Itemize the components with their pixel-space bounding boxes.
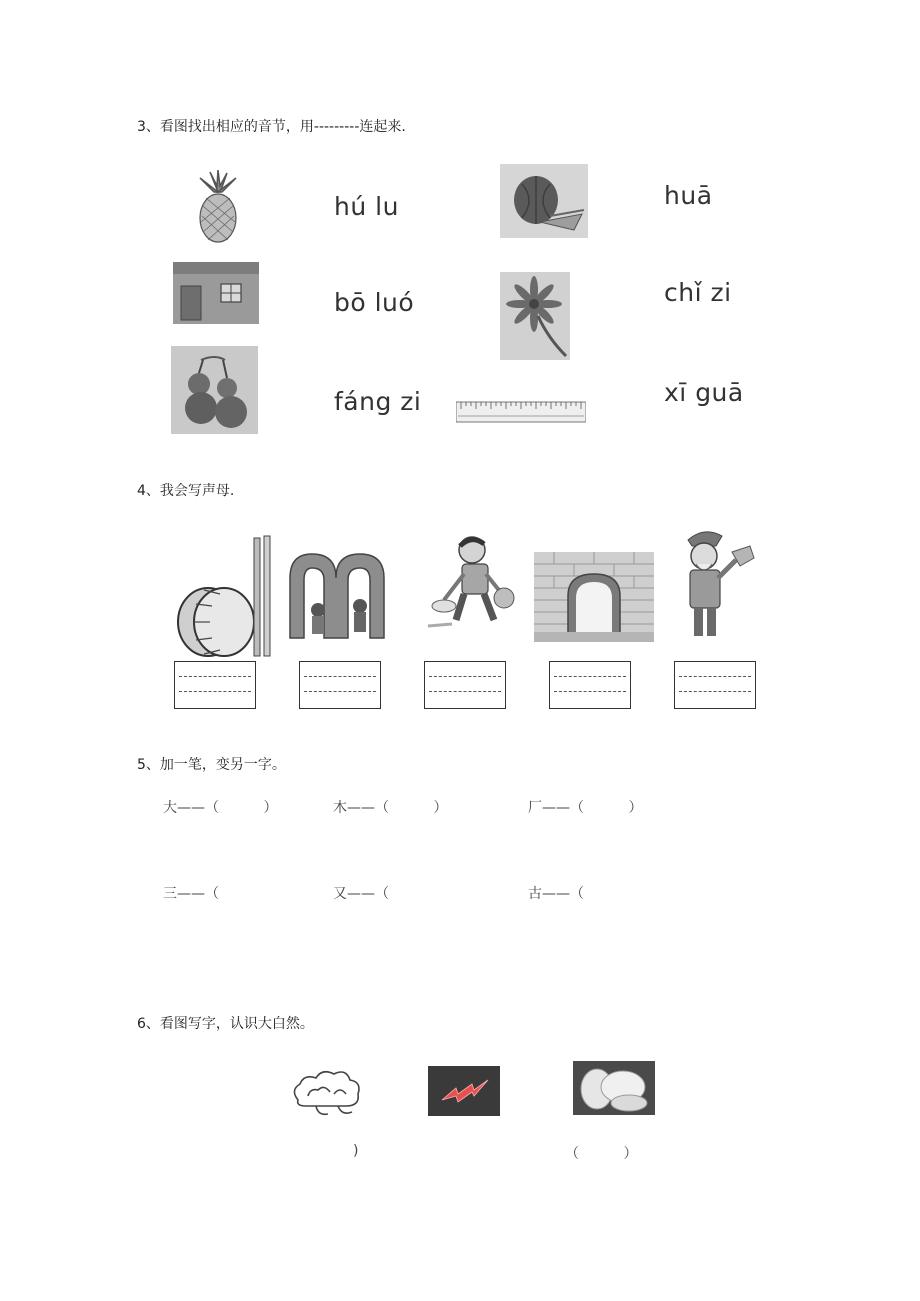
syllable-hua: huā xyxy=(664,181,713,210)
fill-item-gu[interactable]: 古——（ xyxy=(528,886,584,902)
answer-blank-stone[interactable]: （ ） xyxy=(565,1146,638,1162)
cloud-image xyxy=(288,1066,364,1122)
answer-blank-cloud[interactable]: ) xyxy=(353,1143,359,1159)
q6-title: 6、看图写字，认识大白然。 xyxy=(137,1016,314,1032)
fill-item-san[interactable]: 三——（ xyxy=(163,886,219,902)
write-box-5[interactable] xyxy=(674,661,756,709)
fill-item-chang[interactable]: 厂——（ ） xyxy=(528,800,643,816)
syllable-hulu: hú lu xyxy=(334,192,399,221)
gourd-image xyxy=(171,346,258,434)
arch-m-image xyxy=(286,548,388,640)
pineapple-image xyxy=(190,170,246,244)
write-box-4[interactable] xyxy=(549,661,631,709)
ruler-image xyxy=(456,400,586,424)
drum-image xyxy=(176,534,272,658)
gate-image xyxy=(534,552,654,642)
watermelon-image xyxy=(500,164,588,238)
write-box-1[interactable] xyxy=(174,661,256,709)
syllable-xigua: xī guā xyxy=(664,378,744,407)
boy-sweeping-image xyxy=(424,534,520,634)
write-box-2[interactable] xyxy=(299,661,381,709)
q4-title: 4、我会写声母. xyxy=(137,483,235,499)
syllable-boluo: bō luó xyxy=(334,288,415,317)
old-man-image xyxy=(676,526,758,642)
fill-item-you[interactable]: 又——（ xyxy=(333,886,389,902)
flower-image xyxy=(500,272,570,360)
q5-title: 5、加一笔，变另一字。 xyxy=(137,757,286,773)
q3-title: 3、看图找出相应的音节，用---------连起来. xyxy=(137,119,406,135)
lightning-image xyxy=(428,1066,500,1116)
stone-image xyxy=(573,1061,655,1115)
syllable-chizi: chǐ zi xyxy=(664,278,732,307)
fill-item-mu[interactable]: 木——（ ） xyxy=(333,800,448,816)
fill-item-da[interactable]: 大——（ ） xyxy=(163,800,278,816)
syllable-fangzi: fáng zi xyxy=(334,387,422,416)
house-image xyxy=(173,262,259,324)
write-box-3[interactable] xyxy=(424,661,506,709)
